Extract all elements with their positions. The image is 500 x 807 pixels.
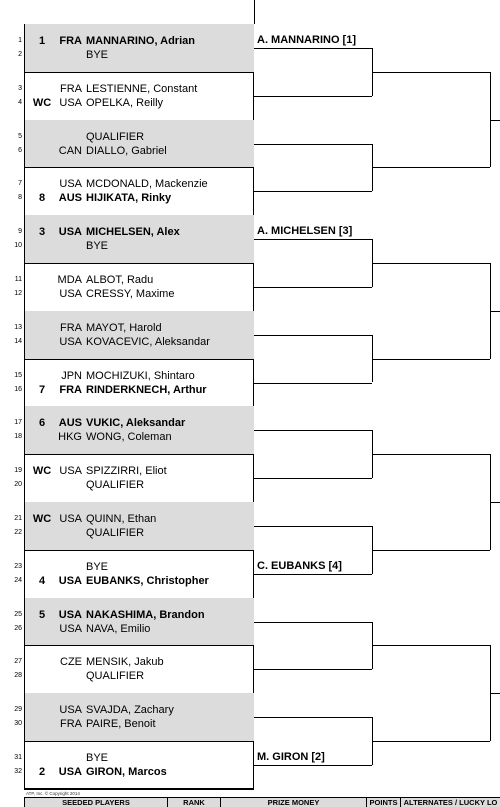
player-name: QUALIFIER [86, 479, 145, 492]
match-row [25, 741, 254, 789]
draw-position-number: 5 [18, 132, 22, 140]
player-slot [25, 608, 254, 622]
draw-position-number: 25 [14, 610, 22, 618]
row-divider [24, 789, 254, 790]
seed-label: 6 [38, 417, 46, 430]
nationality: USA [59, 178, 82, 191]
player-name: MENSIK, Jakub [86, 656, 164, 669]
nationality: AUS [58, 417, 82, 430]
player-name: SPIZZIRRI, Eliot [86, 465, 167, 478]
player-name: QUALIFIER [86, 130, 145, 143]
r1-connector [254, 239, 372, 240]
r1-connector [254, 622, 372, 623]
r1-connector [254, 526, 372, 527]
r1-connector [254, 717, 372, 718]
nationality: USA [58, 608, 82, 621]
player-slot [25, 321, 254, 335]
match-row [25, 502, 254, 550]
player-name: LESTIENNE, Constant [86, 82, 198, 95]
player-slot [25, 96, 254, 110]
player-slot [25, 191, 254, 205]
player-name: MOCHIZUKI, Shintaro [86, 369, 195, 382]
nationality: FRA [59, 35, 82, 47]
player-slot [25, 464, 254, 478]
player-slot [25, 526, 254, 540]
r3-connector [490, 502, 500, 503]
draw-position-number: 14 [14, 337, 22, 345]
player-name: KOVACEVIC, Aleksandar [86, 335, 210, 348]
match-row [25, 215, 254, 263]
player-name: NAVA, Emilio [86, 622, 151, 635]
nationality: USA [58, 574, 82, 587]
r1-connector [254, 669, 372, 670]
seed-label: 1 [38, 35, 46, 47]
player-slot [25, 369, 254, 383]
r3-connector [490, 311, 500, 312]
player-name: BYE [86, 49, 109, 61]
nationality: HKG [58, 431, 82, 444]
draw-position-number: 29 [14, 706, 22, 714]
round-winner: M. GIRON [2] [257, 750, 325, 763]
seed-label: 5 [38, 608, 46, 621]
nationality: USA [58, 766, 82, 778]
match-row [25, 645, 254, 693]
player-slot [25, 82, 254, 96]
draw-position-number: 6 [18, 146, 22, 154]
draw-position-number: 11 [14, 276, 22, 283]
round-winner: A. MICHELSEN [3] [257, 225, 353, 238]
nationality: USA [59, 335, 82, 348]
nationality: FRA [60, 82, 82, 95]
round-winner: A. MANNARINO [1] [257, 33, 356, 46]
r1-connector [254, 574, 372, 575]
player-slot [25, 335, 254, 349]
r1-connector [254, 335, 372, 336]
draw-position-number: 13 [14, 323, 22, 331]
draw-position-number: 4 [18, 98, 22, 106]
player-name: BYE [86, 240, 109, 253]
draw-position-number: 12 [14, 290, 22, 297]
r1-connector [254, 48, 372, 49]
player-name: QUALIFIER [86, 670, 145, 683]
r1-connector [254, 478, 372, 479]
r2-connector [372, 741, 490, 742]
draw-position-number: 8 [18, 194, 22, 202]
player-name: WONG, Coleman [86, 431, 172, 444]
r2-connector [372, 167, 490, 168]
match-row [25, 550, 254, 598]
player-slot [25, 225, 254, 239]
draw-position-number: 1 [18, 37, 22, 44]
player-slot [25, 239, 254, 253]
draw-position-number: 10 [14, 242, 22, 250]
header-rank: RANK [167, 798, 220, 807]
draw-position-number: 9 [18, 228, 22, 236]
draw-position-number: 24 [14, 576, 22, 584]
match-row [25, 693, 254, 741]
draw-position-number: 17 [14, 419, 22, 427]
draw-position-number: 22 [14, 529, 22, 536]
r1-connector [254, 765, 372, 766]
r2-connector [372, 359, 490, 360]
r1-connector [254, 144, 372, 145]
seed-label: WC [32, 465, 52, 478]
player-slot [25, 669, 254, 683]
match-row [25, 406, 254, 454]
r1-connector [254, 430, 372, 431]
player-slot [25, 273, 254, 287]
player-name: MANNARINO, Adrian [86, 35, 195, 47]
nationality: USA [59, 513, 82, 525]
player-name: EUBANKS, Christopher [86, 574, 209, 587]
player-name: CRESSY, Maxime [86, 288, 175, 300]
header-prize-money: PRIZE MONEY [220, 798, 366, 807]
player-slot [25, 765, 254, 779]
copyright-text: ATP, Inc. © Copyright 2014 [26, 791, 80, 796]
player-name: MCDONALD, Mackenzie [86, 178, 208, 191]
header-seeded-players: SEEDED PLAYERS [24, 798, 167, 807]
player-name: MICHELSEN, Alex [86, 226, 180, 239]
match-row [25, 359, 254, 407]
draw-position-number: 19 [14, 467, 22, 475]
player-slot [25, 287, 254, 301]
match-row [25, 311, 254, 359]
player-slot [25, 574, 254, 588]
player-slot [25, 34, 254, 48]
draw-position-number: 3 [18, 84, 22, 92]
draw-position-number: 2 [18, 51, 22, 58]
nationality: JPN [61, 369, 82, 382]
nationality: FRA [60, 718, 82, 731]
player-slot [25, 703, 254, 717]
draw-position-number: 27 [14, 658, 22, 666]
player-slot [25, 622, 254, 636]
player-name: VUKIC, Aleksandar [86, 417, 186, 430]
nationality: USA [59, 465, 82, 478]
draw-position-number: 18 [14, 433, 22, 441]
match-row [25, 454, 254, 502]
player-name: QUALIFIER [86, 527, 145, 539]
r2-connector [372, 454, 490, 455]
draw-position-number: 15 [14, 371, 22, 379]
player-slot [25, 478, 254, 492]
player-slot [25, 177, 254, 191]
nationality: AUS [58, 192, 82, 205]
nationality: FRA [59, 383, 82, 396]
match-row [25, 598, 254, 646]
player-name: PAIRE, Benoit [86, 718, 156, 731]
player-name: MAYOT, Harold [86, 321, 162, 334]
r2-connector [372, 72, 490, 73]
player-slot [25, 430, 254, 444]
seed-label: 7 [38, 383, 46, 396]
r1-connector [254, 191, 372, 192]
player-slot [25, 512, 254, 526]
player-name: SVAJDA, Zachary [86, 704, 174, 717]
match-row [25, 263, 254, 311]
r2-connector [372, 645, 490, 646]
draw-position-number: 28 [14, 672, 22, 680]
player-slot [25, 751, 254, 765]
match-row [25, 24, 254, 72]
player-slot [25, 144, 254, 158]
player-name: GIRON, Marcos [86, 766, 167, 778]
r1-connector [254, 96, 372, 97]
player-name: DIALLO, Gabriel [86, 144, 167, 157]
draw-position-number: 7 [18, 180, 22, 188]
header-points: POINTS [366, 798, 400, 807]
nationality: USA [59, 96, 82, 109]
player-name: HIJIKATA, Rinky [86, 192, 172, 205]
player-name: NAKASHIMA, Brandon [86, 608, 205, 621]
player-name: BYE [86, 560, 109, 573]
seed-label: 8 [38, 192, 46, 205]
r2-connector [372, 550, 490, 551]
seed-label: WC [32, 96, 52, 109]
seed-label: 4 [38, 574, 46, 587]
bracket-top-line [254, 0, 255, 24]
nationality: USA [58, 226, 82, 239]
nationality: CZE [60, 656, 82, 669]
player-slot [25, 130, 254, 144]
player-slot [25, 383, 254, 397]
player-slot [25, 655, 254, 669]
player-name: BYE [86, 752, 109, 764]
draw-position-number: 20 [14, 481, 22, 489]
draw-position-number: 23 [14, 562, 22, 570]
r1-connector [254, 383, 372, 384]
nationality: USA [59, 622, 82, 635]
match-row [25, 167, 254, 215]
nationality: USA [59, 288, 82, 300]
nationality: CAN [58, 144, 82, 157]
round-winner: C. EUBANKS [4] [257, 559, 342, 572]
nationality: FRA [60, 321, 82, 334]
nationality: MDA [57, 274, 82, 286]
nationality: USA [59, 704, 82, 717]
draw-position-number: 21 [14, 515, 22, 522]
r1-connector [254, 287, 372, 288]
draw-position-number: 30 [14, 720, 22, 728]
draw-position-number: 26 [14, 624, 22, 632]
match-row [25, 72, 254, 120]
seed-label: 2 [38, 766, 46, 778]
r2-connector [372, 263, 490, 264]
header-alternates: ALTERNATES / LUCKY LO [400, 798, 500, 807]
match-row [25, 120, 254, 168]
player-slot [25, 717, 254, 731]
player-name: OPELKA, Reilly [86, 96, 164, 109]
draw-position-number: 32 [14, 768, 22, 775]
player-slot [25, 560, 254, 574]
player-slot [25, 416, 254, 430]
player-name: RINDERKNECH, Arthur [86, 383, 207, 396]
player-name: QUINN, Ethan [86, 513, 157, 525]
player-name: ALBOT, Radu [86, 274, 154, 286]
draw-position-number: 31 [14, 754, 22, 761]
draw-position-number: 16 [14, 385, 22, 393]
r3-connector [490, 693, 500, 694]
seed-label: WC [32, 513, 52, 525]
r3-connector [490, 120, 500, 121]
player-slot [25, 48, 254, 62]
seed-label: 3 [38, 226, 46, 239]
